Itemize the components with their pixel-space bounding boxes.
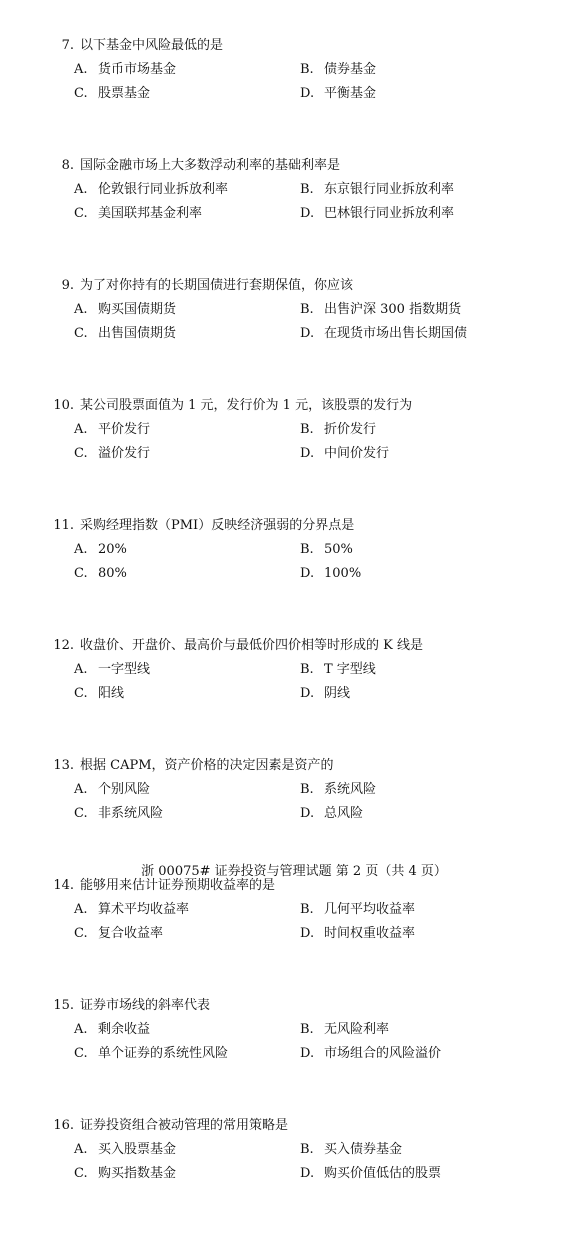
answer-option [74,322,176,346]
answer-option [300,322,467,346]
question-number: 9. [61,278,74,293]
option-text: 买入股票基金 [98,1142,177,1157]
question-number: 8. [61,158,74,173]
option-letter: C. [74,1166,88,1181]
option-letter: A. [74,542,88,557]
option-letter: D. [300,806,315,821]
option-letter: B. [300,1022,314,1037]
option-text: 购买指数基金 [98,1166,177,1181]
option-text: 单个证券的系统性风险 [98,1046,229,1061]
question-block [0,514,588,634]
option-letter: A. [74,422,88,437]
question-block [0,34,588,154]
option-text: 阳线 [98,686,125,701]
option-text: 复合收益率 [98,926,164,941]
option-letter: D. [300,686,315,701]
option-letter: C. [74,86,88,101]
question-number: 12. [53,638,74,653]
question-stem [44,994,210,1018]
question-stem [44,274,353,298]
answer-option [300,802,363,826]
option-text: 东京银行同业拆放利率 [324,182,455,197]
question-number: 13. [53,758,74,773]
option-letter: C. [74,926,88,941]
option-text: 几何平均收益率 [324,902,416,917]
option-text: 债券基金 [324,62,377,77]
question-number: 16. [53,1118,74,1133]
answer-option [74,1138,176,1162]
option-letter: A. [74,1022,88,1037]
question-list [0,34,588,1234]
option-text: 出售国债期货 [98,326,177,341]
question-text: 能够用来估计证券预期收益率的是 [80,878,276,893]
option-text: 系统风险 [324,782,377,797]
option-letter: B. [300,422,314,437]
question-number: 11. [53,518,74,533]
question-block [0,634,588,754]
option-letter: C. [74,1046,88,1061]
option-letter: B. [300,302,314,317]
question-block [0,874,588,994]
option-letter: C. [74,806,88,821]
answer-option [74,1018,150,1042]
option-text: 美国联邦基金利率 [98,206,203,221]
question-number: 15. [53,998,74,1013]
option-text: 溢价发行 [98,446,151,461]
option-letter: A. [74,302,88,317]
option-text: 市场组合的风险溢价 [324,1046,442,1061]
question-text: 采购经理指数（PMI）反映经济强弱的分界点是 [80,518,355,533]
option-letter: A. [74,62,88,77]
option-letter: C. [74,566,88,581]
question-text: 某公司股票面值为 1 元，发行价为 1 元，该股票的发行为 [80,398,413,413]
option-text: 阴线 [324,686,351,701]
option-letter: D. [300,326,315,341]
answer-option [300,538,353,562]
option-letter: A. [74,902,88,917]
answer-option [300,898,415,922]
option-letter: C. [74,326,88,341]
option-text: 20% [98,542,127,557]
question-number: 14. [53,878,74,893]
question-stem [44,394,412,418]
question-block [0,154,588,274]
option-letter: D. [300,1046,315,1061]
answer-option [300,298,461,322]
option-text: 平价发行 [98,422,151,437]
option-letter: C. [74,686,88,701]
question-text: 收盘价、开盘价、最高价与最低价四价相等时形成的 K 线是 [80,638,423,653]
option-text: 货币市场基金 [98,62,177,77]
question-text: 国际金融市场上大多数浮动利率的基础利率是 [80,158,341,173]
option-letter: B. [300,902,314,917]
option-text: 折价发行 [324,422,377,437]
option-text: 伦敦银行同业拆放利率 [98,182,229,197]
option-letter: B. [300,782,314,797]
option-text: 平衡基金 [324,86,377,101]
option-letter: D. [300,566,315,581]
answer-option [300,658,376,682]
option-text: 50% [324,542,353,557]
answer-option [300,778,376,802]
option-text: 购买国债期货 [98,302,177,317]
option-text: 无风险利率 [324,1022,390,1037]
option-text: 在现货市场出售长期国债 [324,326,468,341]
option-letter: B. [300,62,314,77]
option-text: 股票基金 [98,86,151,101]
question-block [0,394,588,514]
option-text: 时间权重收益率 [324,926,416,941]
question-stem [44,754,334,778]
answer-option [300,1018,389,1042]
option-text: 巴林银行同业拆放利率 [324,206,455,221]
answer-option [74,658,150,682]
answer-option [300,418,376,442]
answer-option [300,202,454,226]
answer-option [74,298,176,322]
answer-option [74,178,228,202]
question-stem [44,34,223,58]
option-text: 买入债券基金 [324,1142,403,1157]
option-text: 剩余收益 [98,1022,151,1037]
answer-option [74,202,202,226]
answer-option [74,418,150,442]
answer-option [300,442,389,466]
option-letter: A. [74,782,88,797]
option-text: 中间价发行 [324,446,390,461]
answer-option [74,538,127,562]
option-letter: B. [300,182,314,197]
option-text: 出售沪深 300 指数期货 [324,302,462,317]
option-letter: D. [300,1166,315,1181]
option-letter: D. [300,926,315,941]
question-text: 证券投资组合被动管理的常用策略是 [80,1118,289,1133]
option-letter: B. [300,1142,314,1157]
question-stem [44,154,340,178]
option-text: 购买价值低估的股票 [324,1166,442,1181]
question-text: 为了对你持有的长期国债进行套期保值，你应该 [80,278,354,293]
answer-option [300,922,415,946]
option-text: 100% [324,566,362,581]
option-text: 算术平均收益率 [98,902,190,917]
question-number: 7. [61,38,74,53]
page-footer: 浙 00075# 证券投资与管理试题 第 2 页（共 4 页） [141,864,447,879]
option-text: 总风险 [324,806,364,821]
answer-option [74,922,163,946]
question-stem [44,514,354,538]
answer-option [300,1042,441,1066]
option-text: 80% [98,566,127,581]
answer-option [74,82,150,106]
option-letter: A. [74,662,88,677]
answer-option [300,58,376,82]
question-block [0,754,588,874]
option-letter: A. [74,1142,88,1157]
answer-option [74,802,163,826]
answer-option [74,1162,176,1186]
question-block [0,994,588,1114]
answer-option [74,898,189,922]
answer-option [74,562,127,586]
answer-option [74,442,150,466]
answer-option [300,1162,441,1186]
question-text: 证券市场线的斜率代表 [80,998,211,1013]
answer-option [74,58,176,82]
question-text: 以下基金中风险最低的是 [80,38,224,53]
option-text: 一字型线 [98,662,151,677]
option-letter: C. [74,446,88,461]
answer-option [74,778,150,802]
question-number: 10. [53,398,74,413]
answer-option [300,562,361,586]
question-stem [44,634,423,658]
option-letter: D. [300,86,315,101]
option-letter: D. [300,206,315,221]
answer-option [300,1138,402,1162]
answer-option [74,682,124,706]
answer-option [300,682,350,706]
option-text: 非系统风险 [98,806,164,821]
question-text: 根据 CAPM，资产价格的决定因素是资产的 [80,758,334,773]
question-stem [44,1114,288,1138]
question-block [0,1114,588,1234]
answer-option [300,82,376,106]
answer-option [300,178,454,202]
answer-option [74,1042,228,1066]
option-text: 个别风险 [98,782,151,797]
option-letter: C. [74,206,88,221]
option-letter: A. [74,182,88,197]
question-block [0,274,588,394]
option-text: T 字型线 [324,662,376,677]
option-letter: B. [300,662,314,677]
option-letter: D. [300,446,315,461]
option-letter: B. [300,542,314,557]
